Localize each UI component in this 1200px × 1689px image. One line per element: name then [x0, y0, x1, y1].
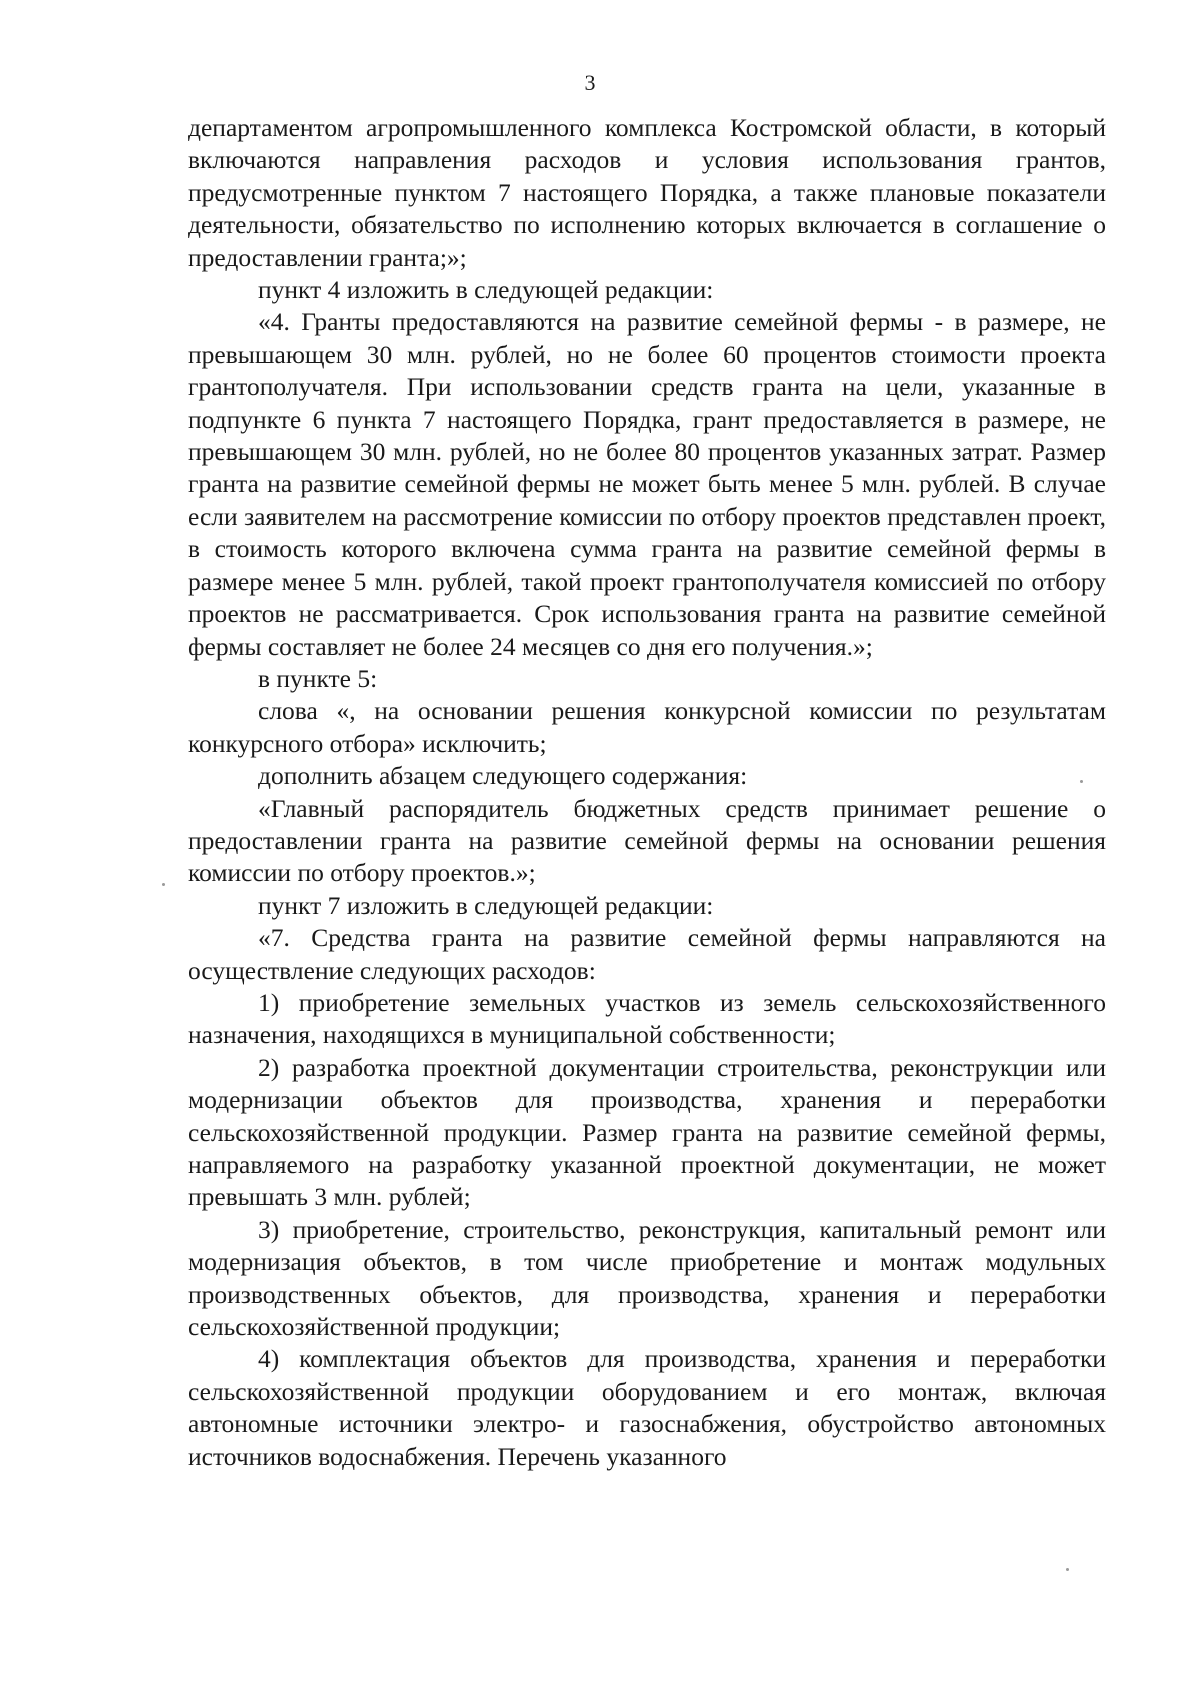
- paragraph-7: «Главный распорядитель бюджетных средств принимает решение о предоставлении гранта на развитие семейной фермы на основании решения комиссии по отбору проектов.»;: [188, 793, 1106, 888]
- scan-speck: [1080, 780, 1083, 783]
- paragraph-12: 3) приобретение, строительство, реконструкция, капитальный ремонт или модернизация объектов, в том числе приобретение и монтаж модульных производственных объектов, для производства, хранения и переработки сельскохозяйственной продукции;: [188, 1214, 1106, 1342]
- paragraph-4: в пункте 5:: [258, 663, 378, 693]
- paragraph-5: слова «, на основании решения конкурсной комиссии по результатам конкурсного отбора» исключить;: [188, 696, 1106, 758]
- document-body: [188, 112, 1106, 1473]
- paragraph-2: пункт 4 изложить в следующей редакции:: [258, 275, 714, 305]
- paragraph-6: дополнить абзацем следующего содержания:: [258, 761, 748, 791]
- paragraph-11: 2) разработка проектной документации строительства, реконструкции или модернизации объектов для производства, хранения и переработки сельскохозяйственной продукции. Размер гранта на развитие семейной фермы, направляемого на разработку указанной проектной документации, не может превышать 3 млн. рублей;: [188, 1052, 1106, 1212]
- paragraph-8: пункт 7 изложить в следующей редакции:: [258, 890, 714, 920]
- scan-speck: [162, 883, 165, 886]
- paragraph-3: «4. Гранты предоставляются на развитие семейной фермы - в размере, не превышающем 30 млн. рублей, но не более 60 процентов стоимости проекта грантополучателя. При использовании средств гранта на цели, указанные в подпункте 6 пункта 7 настоящего Порядка, грант предоставляется в размере, не превышающем 30 млн. рублей, но не более 80 процентов указанных затрат. Размер гранта на развитие семейной фермы не может быть менее 5 млн. рублей. В случае если заявителем на рассмотрение комиссии по отбору проектов представлен проект, в стоимость которого включена сумма гранта на развитие семейной фермы в размере менее 5 млн. рублей, такой проект грантополучателя комиссией по отбору проектов не рассматривается. Срок использования гранта на развитие семейной фермы составляет не более 24 месяцев со дня его получения.»;: [188, 307, 1106, 661]
- page-number: 3: [584, 70, 596, 95]
- paragraph-13: 4) комплектация объектов для производства, хранения и переработки сельскохозяйственной продукции оборудованием и его монтаж, включая автономные источники электро- и газоснабжения, обустройство автономных источников водоснабжения. Перечень указанного: [188, 1344, 1106, 1471]
- scan-speck: [1066, 1568, 1069, 1571]
- paragraph-9: «7. Средства гранта на развитие семейной фермы направляются на осуществление следующих расходов:: [188, 923, 1106, 985]
- paragraph-1: департаментом агропромышленного комплекса Костромской области, в который включаются направления расходов и условия использования грантов, предусмотренные пунктом 7 настоящего Порядка, а также плановые показатели деятельности, обязательство по исполнению которых включается в соглашение о предоставлении гранта;»;: [188, 113, 1106, 272]
- paragraph-10: 1) приобретение земельных участков из земель сельскохозяйственного назначения, находящихся в муниципальной собственности;: [188, 987, 1106, 1050]
